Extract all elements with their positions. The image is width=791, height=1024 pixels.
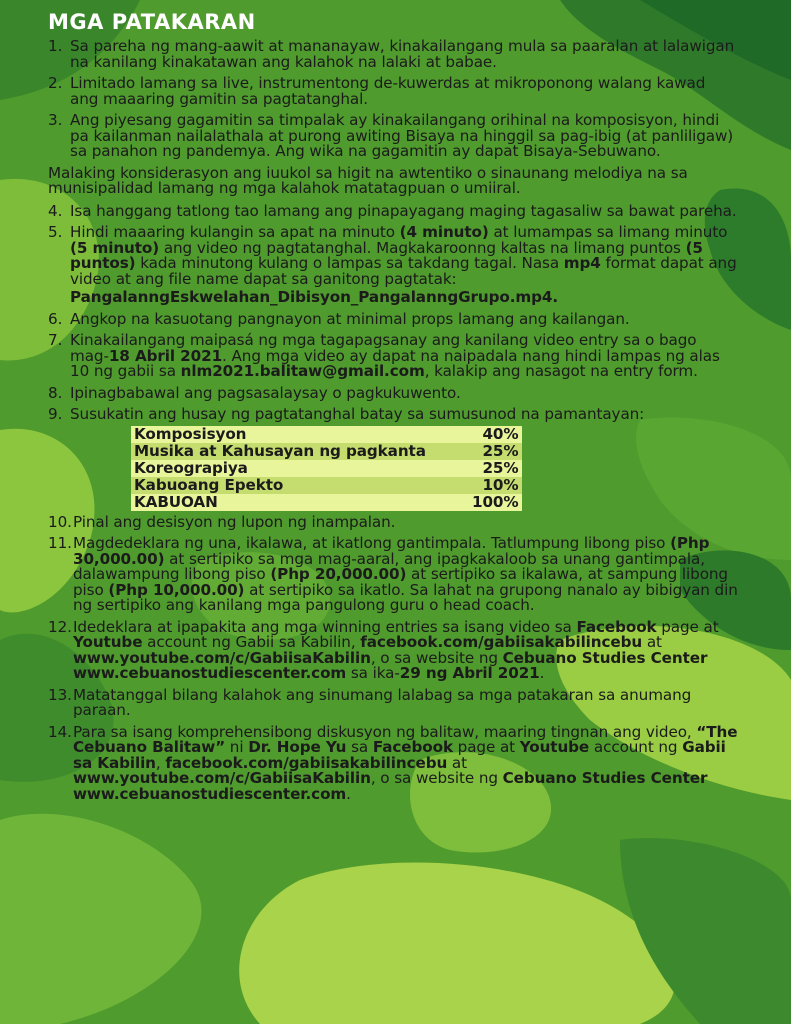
criteria-row [131,426,522,443]
file-name-format: PangalanngEskwelahan_Dibisyon_PangalanngGrupo.mp4. [70,288,559,306]
rule-item-1 [48,39,738,70]
rule-text: Angkop na kasuotang pangnayon at minimal props lamang ang kailangan. [70,309,630,328]
website-link[interactable]: Cebuano Studies Center www.cebuanostudiescenter.com [73,769,708,803]
rule-item-2 [48,76,738,107]
rule-text: Magdedeklara ng una, ikalawa, at ikatlong gantimpala. Tatlumpung libong piso (Php 30,000.00) at sertipiko sa mga mag-aaral, ang ipagkakaloob sa unang gantimpala, dalawampung libong piso (Php 20,000.00) at sertipiko sa ikalawa, at sampung libong piso (Php 10,000.00) at sertipiko sa ikatlo. Sa lahat na grupong nanalo ay bibigyan din ng sertipiko ang kanilang mga pangulong guru o head coach. [73,534,738,614]
rule-text: Idedeklara at ipapakita ang mga winning entries sa isang video sa Facebook page at Youtube account ng Gabii sa Kabilin, facebook.com/gabiisakabilincebu at www.youtube.com/c/GabiisaKabilin, o sa website ng Cebuano Studies Center www.cebuanostudiescenter.com sa ika-29 ng Abril 2021. [73,617,719,682]
facebook-link[interactable]: facebook.com/gabiisakabilincebu [360,633,643,651]
submission-email: nlm2021.balitaw@gmail.com [180,362,425,380]
rule-number: 8. [48,383,63,402]
rule-item-13 [48,685,738,719]
criteria-row [131,460,522,477]
rule-number: 3. [48,111,63,129]
rule-item-4 [48,201,738,220]
criteria-name: Kabuoang Epekto [131,477,469,494]
rule-number: 10. [48,512,72,531]
rule-text: Para sa isang komprehensibong diskusyon ng balitaw, maaring tingnan ang video, “The Cebuano Balitaw” ni Dr. Hope Yu sa Facebook page at Youtube account ng Gabii sa Kabilin, facebook.com/gabiisakabilincebu at www.youtube.com/c/GabiisaKabilin, o sa website ng Cebuano Studies Center www.cebuanostudiescenter.com. [73,722,738,803]
rule-number: 6. [48,309,63,328]
announcement-date: 29 ng Abril 2021 [399,664,540,682]
rule-number: 12. [48,617,72,636]
rule-text: Kinakailangang maipasá ng mga tagapagsanay ang kanilang video entry sa o bago mag-18 Abril 2021. Ang mga video ay dapat na naipadala nang hindi lampas ng alas 10 ng gabii sa nlm2021.balitaw@gmail.com, kalakip ang nasagot na entry form. [70,331,720,380]
criteria-percent: 25% [469,443,522,460]
criteria-row [131,477,522,494]
rule-text: Limitado lamang sa live, instrumentong de-kuwerdas at mikroponong walang kawad ang maaaring gamitin sa pagtatanghal. [70,74,706,108]
rule-text: Isa hanggang tatlong tao lamang ang pinapayagang maging tagasaliw sa bawat pareha. [70,201,737,220]
facebook-link[interactable]: facebook.com/gabiisakabilincebu [165,753,448,772]
rule-number: 14. [48,722,72,741]
rule-item-9 [48,407,738,423]
rule-number: 9. [48,405,63,423]
criteria-name: Musika at Kahusayan ng pagkanta [131,443,469,460]
criteria-name: KABUOAN [131,494,469,511]
criteria-row [131,443,522,460]
rule-text: Susukatin ang husay ng pagtatanghal batay sa sumusunod na pamantayan: [70,405,645,423]
rule-item-10 [48,512,738,531]
rules-document [48,6,738,808]
rule-text: Hindi maaaring kulangin sa apat na minuto (4 minuto) at lumampas sa limang minuto (5 minuto) ang video ng pagtatanghal. Magkakaroonng kaltas na limang puntos (5 puntos) kada minutong kulang o lampas sa takdang tagal. Nasa mp4 format dapat ang video at ang file name dapat sa ganitong pagtatak: PangalanngEskwelahan_Dibisyon_PangalanngGrupo.mp4. [70,223,737,306]
criteria-percent: 100% [469,494,522,511]
rule-number: 13. [48,685,72,704]
youtube-link[interactable]: www.youtube.com/c/GabiisaKabilin [73,769,371,787]
page-title: MGA PATAKARAN [48,10,256,34]
rule-text: Pinal ang desisyon ng lupon ng inampalan. [73,512,396,531]
rule-text: Ang piyesang gagamitin sa timpalak ay kinakailangang orihinal na komposisyon, hindi pa kailanman nailalathala at purong awiting Bisaya na hinggil sa pag-ibig (at panliligaw) sa panahon ng pandemya. Ang wika na gagamitin ay dapat Bisaya-Sebuwano. [70,111,734,160]
criteria-percent: 10% [469,477,522,494]
rule-number: 4. [48,201,63,220]
criteria-percent: 40% [469,426,522,443]
rule-number: 2. [48,74,63,92]
rule-item-5 [48,225,738,306]
deadline-date: 18 Abril 2021 [108,346,223,365]
rule-number: 1. [48,37,63,55]
criteria-name: Koreograpiya [131,460,469,477]
rule-text: Sa pareha ng mang-aawit at mananayaw, kinakailangang mula sa paaralan at lalawigan na kanilang kinakatawan ang kalahok na lalaki at babae. [70,37,735,71]
rule-number: 11. [48,534,72,552]
rule-item-6 [48,309,738,328]
rule-text: Ipinagbabawal ang pagsasalaysay o pagkukuwento. [70,383,461,402]
criteria-percent: 25% [469,460,522,477]
rule-item-7 [48,333,738,380]
website-link[interactable]: Cebuano Studies Center www.cebuanostudiescenter.com [73,648,708,682]
rule-item-3 [48,113,738,160]
consideration-note: Malaking konsiderasyon ang iuukol sa higit na awtentiko o sinaunang melodiya na sa munisipalidad lamang ng mga kalahok matatagpuan o umiiral. [48,163,688,197]
criteria-name: Komposisyon [131,426,469,443]
rule-item-11 [48,536,738,614]
rule-item-12 [48,617,738,682]
rule-item-8 [48,383,738,402]
rule-number: 5. [48,223,63,241]
criteria-total-row [131,494,522,511]
youtube-link[interactable]: www.youtube.com/c/GabiisaKabilin [73,648,371,667]
rule-item-14 [48,722,738,803]
criteria-table [131,426,522,511]
rule-number: 7. [48,331,63,349]
rule-text: Matatanggal bilang kalahok ang sinumang lalabag sa mga patakaran sa anumang paraan. [73,685,692,719]
